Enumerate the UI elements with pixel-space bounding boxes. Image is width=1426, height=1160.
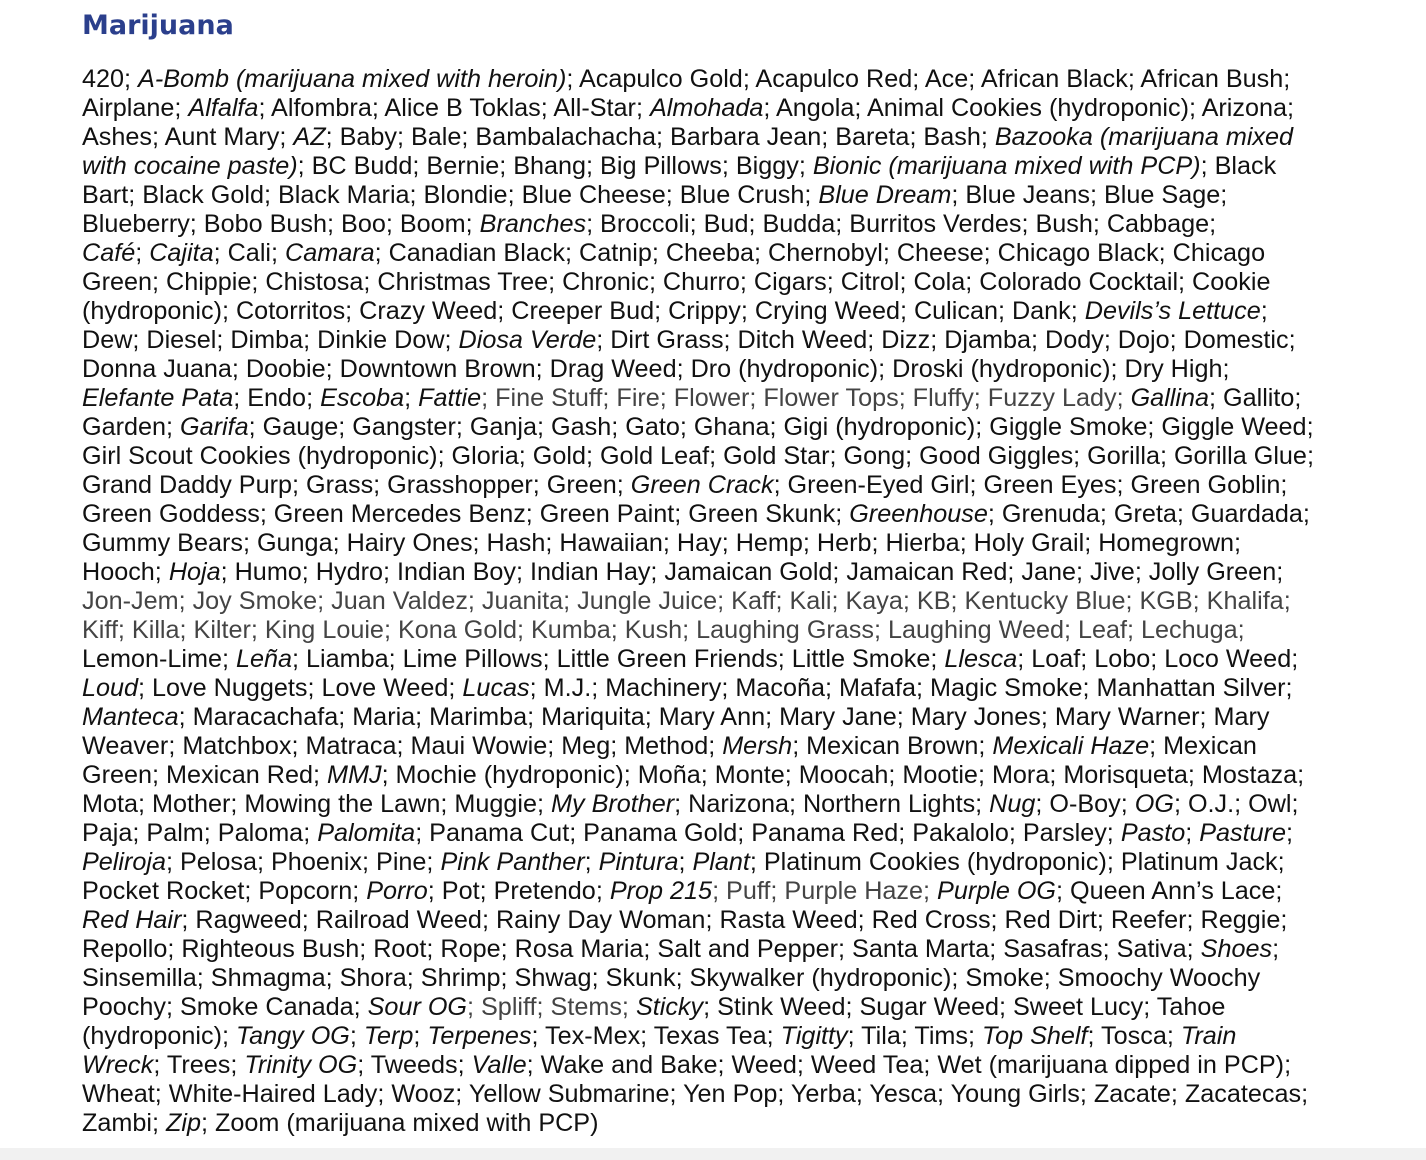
italic-term: Nug xyxy=(989,790,1036,818)
term-text: ; Broccoli; Bud; Budda; Burritos Verdes; Bush; Cabbage; xyxy=(586,210,1217,238)
italic-term: Bazooka (marijuana mixed xyxy=(994,123,1294,151)
italic-term: Green Crack xyxy=(630,471,774,499)
term-text: Girl Scout Cookies (hydroponic); Gloria; Gold; Gold Leaf; Gold Star; Gong; Good Giggles; Gorilla; Gorilla Glue; xyxy=(82,442,1314,470)
term-text: ; Fine Stuff; Fire; Flower; Flower Tops; Fluffy; Fuzzy Lady; xyxy=(481,384,1131,412)
italic-term: with cocaine paste) xyxy=(82,152,298,180)
term-text: Bart; Black Gold; Black Maria; Blondie; Blue Cheese; Blue Crush; xyxy=(82,181,819,209)
term-text: Sinsemilla; Shmagma; Shora; Shrimp; Shwag; Skunk; Skywalker (hydroponic); Smoke; Smoochy Woochy xyxy=(82,964,1261,992)
text-line xyxy=(82,297,1402,326)
term-text: Dew; Diesel; Dimba; Dinkie Dow; xyxy=(82,326,459,354)
italic-term: Fattie xyxy=(418,384,482,412)
term-text: ; Angola; Animal Cookies (hydroponic); Arizona; xyxy=(763,94,1294,122)
italic-term: Pasto xyxy=(1120,819,1186,847)
term-text: ; Gauge; Gangster; Ganja; Gash; Gato; Ghana; Gigi (hydroponic); Giggle Smoke; Giggle Weed; xyxy=(248,413,1314,441)
term-text: Garden; xyxy=(82,413,181,441)
term-text: ; xyxy=(135,239,150,267)
term-text: Ashes; Aunt Mary; xyxy=(82,123,294,151)
italic-term: AZ xyxy=(293,123,326,151)
text-line xyxy=(82,877,1402,906)
italic-term: Trinity OG xyxy=(244,1051,358,1079)
italic-term: Almohada xyxy=(649,94,764,122)
term-text: ; Zoom (marijuana mixed with PCP) xyxy=(200,1109,599,1137)
italic-term: Sticky xyxy=(635,993,704,1021)
text-line xyxy=(82,587,1402,616)
text-line xyxy=(82,181,1402,210)
italic-term: Top Shelf xyxy=(982,1022,1088,1050)
italic-term: Pasture xyxy=(1199,819,1287,847)
italic-term: Peliroja xyxy=(82,848,166,876)
text-line xyxy=(82,384,1402,413)
term-text: ; Mochie (hydroponic); Moña; Monte; Moocah; Mootie; Mora; Morisqueta; Mostaza; xyxy=(381,761,1305,789)
text-line xyxy=(82,848,1402,877)
term-text: ; Ragweed; Railroad Weed; Rainy Day Woman; Rasta Weed; Red Cross; Red Dirt; Reefer; Reggie; xyxy=(181,906,1288,934)
section-heading: Marijuana xyxy=(82,10,234,41)
text-line xyxy=(82,471,1402,500)
term-text: ; Green-Eyed Girl; Green Eyes; Green Goblin; xyxy=(773,471,1288,499)
italic-term: Garifa xyxy=(180,413,249,441)
term-text: ; Tosca; xyxy=(1087,1022,1181,1050)
term-text: ; Pelosa; Phoenix; Pine; xyxy=(166,848,441,876)
term-text: ; Maracachafa; Maria; Marimba; Mariquita; Mary Ann; Mary Jane; Mary Jones; Mary Warner; Mary xyxy=(178,703,1270,731)
italic-term: Shoes xyxy=(1200,935,1273,963)
term-text: ; Wake and Bake; Weed; Weed Tea; Wet (marijuana dipped in PCP); xyxy=(526,1051,1292,1079)
text-line xyxy=(82,1051,1402,1080)
italic-term: Leña xyxy=(236,645,293,673)
term-text: ; Alfombra; Alice B Toklas; All-Star; xyxy=(258,94,650,122)
term-text: ; O-Boy; xyxy=(1035,790,1135,818)
italic-term: A-Bomb (marijuana mixed with heroin) xyxy=(138,65,567,93)
text-line xyxy=(82,123,1402,152)
italic-term: Manteca xyxy=(82,703,179,731)
italic-term: Porro xyxy=(366,877,428,905)
term-text: ; Spliff; Stems; xyxy=(467,993,636,1021)
text-line xyxy=(82,152,1402,181)
term-text: Pocket Rocket; Popcorn; xyxy=(82,877,367,905)
italic-term: Plant xyxy=(692,848,750,876)
text-line xyxy=(82,268,1402,297)
text-line xyxy=(82,906,1402,935)
text-line xyxy=(82,500,1402,529)
term-text: ; BC Budd; Bernie; Bhang; Big Pillows; Biggy; xyxy=(297,152,813,180)
italic-term: Pintura xyxy=(598,848,679,876)
italic-term: Mersh xyxy=(722,732,793,760)
text-line xyxy=(82,558,1402,587)
term-text: ; Narizona; Northern Lights; xyxy=(674,790,990,818)
text-line xyxy=(82,819,1402,848)
term-text: ; Queen Ann’s Lace; xyxy=(1056,877,1283,905)
text-line xyxy=(82,645,1402,674)
term-text: ; Baby; Bale; Bambalachacha; Barbara Jean; Bareta; Bash; xyxy=(325,123,995,151)
term-text: Grand Daddy Purp; Grass; Grasshopper; Green; xyxy=(82,471,631,499)
term-text: Poochy; Smoke Canada; xyxy=(82,993,368,1021)
term-text: ; O.J.; Owl; xyxy=(1173,790,1299,818)
italic-term: OG xyxy=(1134,790,1174,818)
term-text: (hydroponic); xyxy=(82,1022,236,1050)
italic-term: Café xyxy=(82,239,136,267)
text-line xyxy=(82,616,1402,645)
italic-term: Red Hair xyxy=(82,906,182,934)
term-list-paragraph xyxy=(82,65,1402,1138)
text-line xyxy=(82,239,1402,268)
text-line xyxy=(82,94,1402,123)
text-line xyxy=(82,529,1402,558)
italic-term: Prop 215 xyxy=(609,877,713,905)
italic-term: My Brother xyxy=(551,790,675,818)
italic-term: Valle xyxy=(471,1051,527,1079)
italic-term: Alfalfa xyxy=(188,94,259,122)
term-text: ; Pot; Pretendo; xyxy=(427,877,610,905)
term-text: ; Cali; xyxy=(213,239,286,267)
italic-term: Branches xyxy=(479,210,587,238)
text-line xyxy=(82,326,1402,355)
term-text: Kiff; Killa; Kilter; King Louie; Kona Gold; Kumba; Kush; Laughing Grass; Laughing Weed; Leaf; Lechuga; xyxy=(82,616,1245,644)
text-line xyxy=(82,442,1402,471)
term-text: ; Love Nuggets; Love Weed; xyxy=(138,674,463,702)
italic-term: Palomita xyxy=(317,819,416,847)
italic-term: Diosa Verde xyxy=(458,326,597,354)
italic-term: Purple OG xyxy=(937,877,1057,905)
term-text: ; xyxy=(1286,819,1294,847)
term-text: Lemon-Lime; xyxy=(82,645,236,673)
italic-term: Lucas xyxy=(462,674,530,702)
term-text: ; Canadian Black; Catnip; Cheeba; Chernobyl; Cheese; Chicago Black; Chicago xyxy=(374,239,1266,267)
term-text: 420; xyxy=(82,65,139,93)
term-text: Blueberry; Bobo Bush; Boo; Boom; xyxy=(82,210,480,238)
term-text: ; Panama Cut; Panama Gold; Panama Red; Pakalolo; Parsley; xyxy=(415,819,1121,847)
text-line xyxy=(82,993,1402,1022)
term-text: ; Mexican Brown; xyxy=(792,732,993,760)
term-text: ; Trees; xyxy=(153,1051,245,1079)
term-text: Jon-Jem; Joy Smoke; Juan Valdez; Juanita; Jungle Juice; Kaff; Kali; Kaya; KB; Kentucky Blue; KGB; Khalifa; xyxy=(82,587,1291,615)
term-text: Weaver; Matchbox; Matraca; Maui Wowie; Meg; Method; xyxy=(82,732,723,760)
term-text: Green; Chippie; Chistosa; Christmas Tree; Chronic; Churro; Cigars; Citrol; Cola; Colorado Cocktail; Cookie xyxy=(82,268,1271,296)
term-text: ; xyxy=(678,848,693,876)
term-text: ; M.J.; Machinery; Macoña; Mafafa; Magic Smoke; Manhattan Silver; xyxy=(529,674,1293,702)
term-text: ; Dirt Grass; Ditch Weed; Dizz; Djamba; Dody; Dojo; Domestic; xyxy=(596,326,1296,354)
term-text: Mota; Mother; Mowing the Lawn; Muggie; xyxy=(82,790,551,818)
term-text: ; xyxy=(1185,819,1200,847)
italic-term: Escoba xyxy=(320,384,405,412)
term-text: ; Puff; Purple Haze; xyxy=(712,877,938,905)
italic-term: Wreck xyxy=(82,1051,154,1079)
italic-term: MMJ xyxy=(327,761,382,789)
term-text: Green; Mexican Red; xyxy=(82,761,327,789)
term-text: Donna Juana; Doobie; Downtown Brown; Drag Weed; Dro (hydroponic); Droski (hydroponic); Dry High; xyxy=(82,355,1230,383)
term-text: ; xyxy=(1260,297,1268,325)
term-text: ; Platinum Cookies (hydroponic); Platinum Jack; xyxy=(749,848,1285,876)
term-text: ; xyxy=(349,1022,364,1050)
italic-term: Blue Dream xyxy=(818,181,952,209)
italic-term: Train xyxy=(1180,1022,1237,1050)
italic-term: Terpenes xyxy=(427,1022,532,1050)
term-text: Airplane; xyxy=(82,94,189,122)
term-text: Zambi; xyxy=(82,1109,166,1137)
term-text: ; Grenuda; Greta; Guardada; xyxy=(987,500,1310,528)
term-text: Wheat; White-Haired Lady; Wooz; Yellow Submarine; Yen Pop; Yerba; Yesca; Young Girls; Zacate; Zacatecas; xyxy=(82,1080,1309,1108)
term-text: ; Blue Jeans; Blue Sage; xyxy=(951,181,1228,209)
term-text: Green Goddess; Green Mercedes Benz; Green Paint; Green Skunk; xyxy=(82,500,850,528)
text-line xyxy=(82,674,1402,703)
italic-term: Llesca xyxy=(944,645,1018,673)
term-text: ; Endo; xyxy=(233,384,321,412)
text-line xyxy=(82,1080,1402,1109)
text-line xyxy=(82,413,1402,442)
page-bottom-band xyxy=(0,1148,1426,1160)
term-text: ; Stink Weed; Sugar Weed; Sweet Lucy; Tahoe xyxy=(703,993,1226,1021)
italic-term: Loud xyxy=(82,674,139,702)
italic-term: Gallina xyxy=(1130,384,1209,412)
text-line xyxy=(82,732,1402,761)
italic-term: Elefante Pata xyxy=(82,384,234,412)
italic-term: Sour OG xyxy=(367,993,468,1021)
text-line xyxy=(82,935,1402,964)
term-text: ; Tila; Tims; xyxy=(847,1022,982,1050)
italic-term: Tangy OG xyxy=(236,1022,350,1050)
italic-term: Bionic (marijuana mixed with PCP) xyxy=(812,152,1201,180)
text-line xyxy=(82,1109,1402,1138)
text-line xyxy=(82,761,1402,790)
text-line xyxy=(82,210,1402,239)
term-text: ; Gallito; xyxy=(1209,384,1302,412)
italic-term: Tigitty xyxy=(780,1022,848,1050)
term-text: ; Black xyxy=(1200,152,1277,180)
italic-term: Hoja xyxy=(168,558,221,586)
italic-term: Terp xyxy=(363,1022,414,1050)
term-text: ; Loaf; Lobo; Loco Weed; xyxy=(1017,645,1299,673)
term-text: ; Tweeds; xyxy=(357,1051,472,1079)
text-line xyxy=(82,964,1402,993)
text-line xyxy=(82,355,1402,384)
italic-term: Pink Panther xyxy=(440,848,585,876)
italic-term: Devils’s Lettuce xyxy=(1084,297,1261,325)
italic-term: Cajita xyxy=(149,239,214,267)
italic-term: Greenhouse xyxy=(849,500,988,528)
text-line xyxy=(82,1022,1402,1051)
term-text: Gummy Bears; Gunga; Hairy Ones; Hash; Hawaiian; Hay; Hemp; Herb; Hierba; Holy Grail; Homegrown; xyxy=(82,529,1242,557)
term-text: ; Tex-Mex; Texas Tea; xyxy=(531,1022,781,1050)
term-text: (hydroponic); Cotorritos; Crazy Weed; Creeper Bud; Crippy; Crying Weed; Culican; Dank; xyxy=(82,297,1085,325)
term-text: ; xyxy=(584,848,599,876)
term-text: Repollo; Righteous Bush; Root; Rope; Rosa Maria; Salt and Pepper; Santa Marta; Sasafras; Sativa; xyxy=(82,935,1201,963)
term-text: ; xyxy=(413,1022,428,1050)
text-line xyxy=(82,65,1402,94)
text-line xyxy=(82,703,1402,732)
term-text: ; Mexican xyxy=(1149,732,1257,760)
term-text: Paja; Palm; Paloma; xyxy=(82,819,318,847)
term-text: ; xyxy=(404,384,419,412)
term-text: Hooch; xyxy=(82,558,169,586)
text-line xyxy=(82,790,1402,819)
term-text: ; xyxy=(1272,935,1280,963)
italic-term: Zip xyxy=(165,1109,201,1137)
term-text: ; Humo; Hydro; Indian Boy; Indian Hay; Jamaican Gold; Jamaican Red; Jane; Jive; Jolly Green; xyxy=(220,558,1284,586)
italic-term: Mexicali Haze xyxy=(992,732,1150,760)
term-text: ; Acapulco Gold; Acapulco Red; Ace; African Black; African Bush; xyxy=(566,65,1291,93)
italic-term: Camara xyxy=(285,239,375,267)
term-text: ; Liamba; Lime Pillows; Little Green Friends; Little Smoke; xyxy=(292,645,945,673)
